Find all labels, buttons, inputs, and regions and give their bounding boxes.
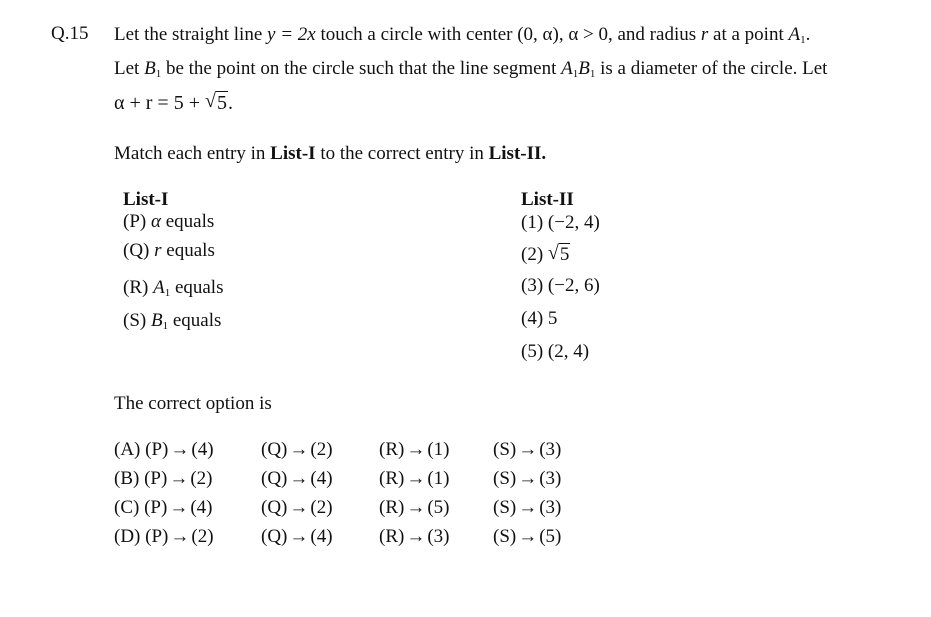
match-instruction: Match each entry in List-I to the correct entry in List-II.: [114, 143, 547, 164]
alpha-plus-r-equation: α + r = 5 +: [114, 92, 200, 114]
list-1-heading: List-I: [123, 189, 169, 210]
text: at a point: [713, 24, 784, 45]
line-equation: y = 2x: [267, 24, 316, 45]
option-c[interactable]: (C) (P) → (4) (Q) → (2) (R) → (5) (S) → (3): [114, 497, 562, 518]
text: be the point on the circle such that the line segment: [165, 58, 557, 79]
text: and radius: [617, 24, 697, 45]
question-line-1: Let the straight line y = 2x touch a circle with center (0, α), α > 0, and radius r at a point $A_1$.: [114, 24, 811, 46]
text: Let: [114, 58, 140, 79]
text: touch a circle with center: [320, 24, 513, 45]
point-a1: $A_1$: [788, 24, 806, 46]
text: Let the straight line: [114, 24, 263, 45]
alpha-condition: α > 0,: [568, 24, 613, 45]
circle-center: (0, α),: [517, 24, 564, 45]
option-d[interactable]: (D) (P) → (2) (Q) → (4) (R) → (3) (S) → (5): [114, 526, 562, 547]
question-number: Q.15: [51, 23, 89, 44]
question-line-2: [114, 59, 827, 78]
segment-a1b1: $A_1B_1$: [561, 58, 596, 80]
option-b[interactable]: (B) (P) → (2) (Q) → (4) (R) → (1) (S) → (3): [114, 468, 562, 489]
list-1-item-p: (P) α equals: [123, 211, 215, 232]
option-a[interactable]: (A) (P) → (4) (Q) → (2) (R) → (1) (S) → (3): [114, 439, 562, 460]
text: is a diameter of the circle. Let: [600, 58, 828, 79]
point-b1: $B_1$: [144, 58, 162, 80]
list-1-item-q: (Q) r equals: [123, 240, 215, 261]
list-1-item-r: (R) $A_1$ equals: [123, 277, 224, 299]
square-root: √ 5: [547, 242, 570, 265]
list-1-item-s: (S) $B_1$ equals: [123, 310, 222, 332]
list-2-heading: List-II: [521, 189, 574, 210]
list-2-item-1: (1) (−2, 4): [521, 212, 600, 233]
square-root: √ 5: [204, 90, 227, 114]
list-2-item-2: (2) √ 5: [521, 242, 570, 265]
list-2-item-5: (5) (2, 4): [521, 341, 590, 362]
list-2-item-3: (3) (−2, 6): [521, 275, 600, 296]
radius-symbol: r: [700, 24, 709, 45]
question-line-3: α + r = 5 + √ 5.: [114, 90, 233, 114]
list-2-item-4: (4) 5: [521, 308, 558, 329]
correct-option-prompt: The correct option is: [114, 393, 272, 414]
